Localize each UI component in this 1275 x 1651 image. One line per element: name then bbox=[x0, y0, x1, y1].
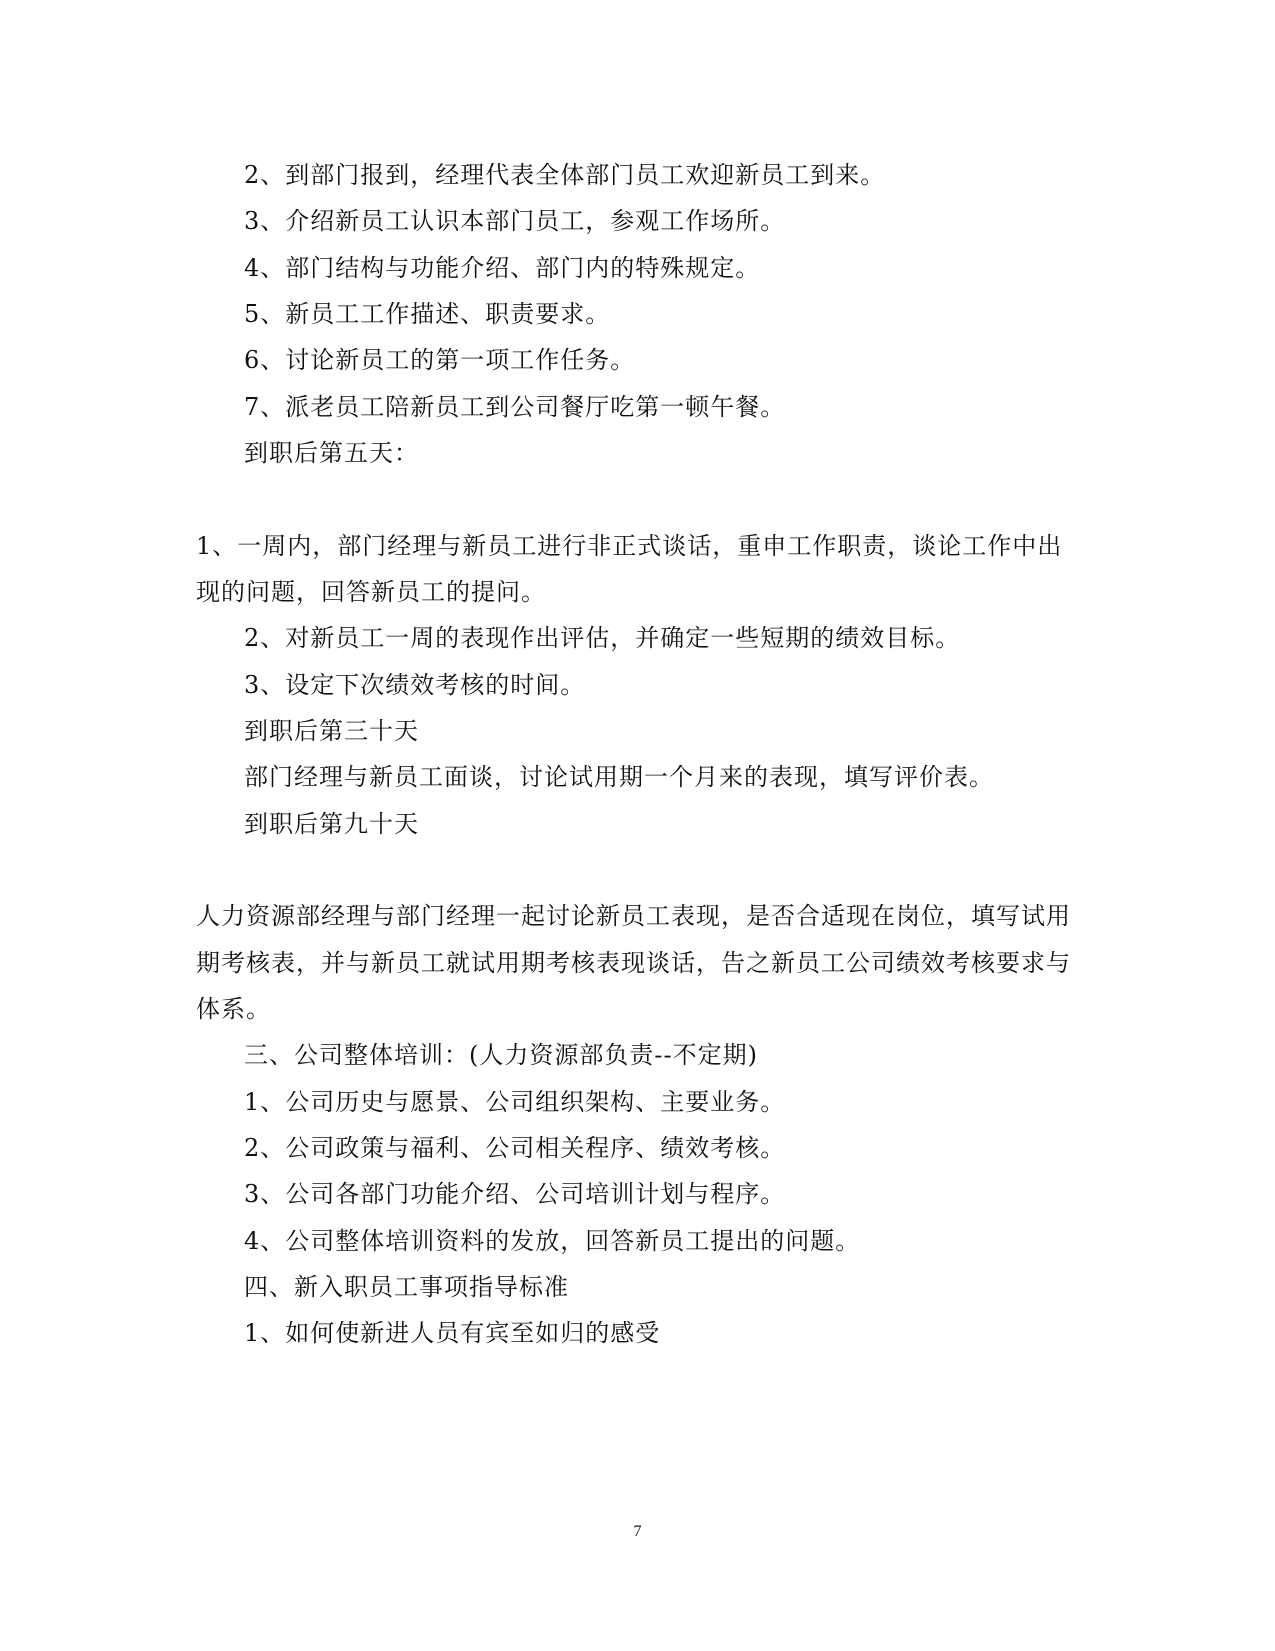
section-heading: 到职后第五天： bbox=[244, 439, 419, 467]
paragraph-line: 期考核表，并与新员工就试用期考核表现谈话，告之新员工公司绩效考核要求与 bbox=[196, 949, 1071, 977]
paragraph-line: 2、公司政策与福利、公司相关程序、绩效考核。 bbox=[244, 1134, 786, 1162]
section-heading: 四、新入职员工事项指导标准 bbox=[244, 1273, 569, 1301]
paragraph-line: 2、对新员工一周的表现作出评估，并确定一些短期的绩效目标。 bbox=[244, 624, 961, 652]
paragraph-line: 体系。 bbox=[196, 995, 271, 1023]
paragraph-line: 4、部门结构与功能介绍、部门内的特殊规定。 bbox=[244, 254, 761, 282]
paragraph-line: 7、派老员工陪新员工到公司餐厅吃第一顿午餐。 bbox=[244, 393, 786, 421]
section-heading: 三、公司整体培训：(人力资源部负责--不定期) bbox=[244, 1041, 758, 1069]
section-heading: 到职后第三十天 bbox=[244, 717, 419, 745]
paragraph-line: 3、介绍新员工认识本部门员工，参观工作场所。 bbox=[244, 207, 786, 235]
paragraph-line: 1、如何使新进人员有宾至如归的感受 bbox=[244, 1319, 661, 1347]
paragraph-line: 部门经理与新员工面谈，讨论试用期一个月来的表现，填写评价表。 bbox=[244, 763, 994, 791]
section-heading: 到职后第九十天 bbox=[244, 810, 419, 838]
page-number: 7 bbox=[633, 1523, 642, 1540]
paragraph-line: 1、一周内，部门经理与新员工进行非正式谈话，重申工作职责，谈论工作中出 bbox=[196, 532, 1063, 560]
paragraph-line: 1、公司历史与愿景、公司组织架构、主要业务。 bbox=[244, 1088, 786, 1116]
paragraph-line: 3、公司各部门功能介绍、公司培训计划与程序。 bbox=[244, 1180, 786, 1208]
paragraph-line: 2、到部门报到，经理代表全体部门员工欢迎新员工到来。 bbox=[244, 161, 886, 189]
paragraph-line: 6、讨论新员工的第一项工作任务。 bbox=[244, 346, 636, 374]
paragraph-line: 现的问题，回答新员工的提问。 bbox=[196, 578, 546, 606]
paragraph-line: 4、公司整体培训资料的发放，回答新员工提出的问题。 bbox=[244, 1227, 861, 1255]
paragraph-line: 3、设定下次绩效考核的时间。 bbox=[244, 671, 586, 699]
paragraph-line: 人力资源部经理与部门经理一起讨论新员工表现，是否合适现在岗位，填写试用 bbox=[196, 902, 1071, 930]
paragraph-line: 5、新员工工作描述、职责要求。 bbox=[244, 300, 611, 328]
